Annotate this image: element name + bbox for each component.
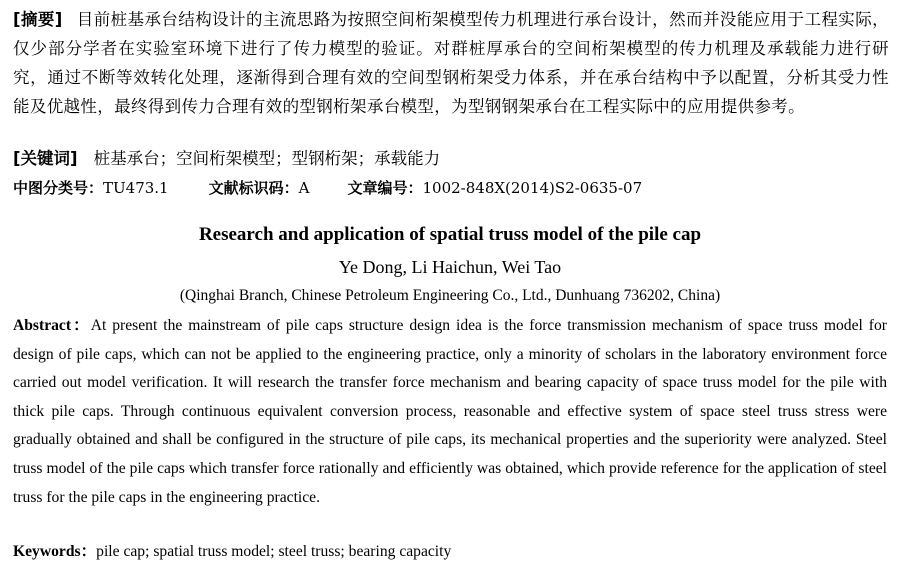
doc-code-value: A (298, 179, 310, 197)
en-keywords-label: Keywords： (13, 543, 97, 560)
en-title: Research and application of spatial truss model of the pile cap (198, 224, 702, 245)
cn-abstract-text: 目前桩基承台结构设计的主流思路为按照空间桁架模型传力机理进行承台设计，然而并没能应用于工程实际，仅少部分学者在实验室环境下进行了传力模型的验证。对群桩厚承台的空间桁架模型的传力机理及承载能力进行研究，通过不断等效转化处理，逐渐得到合理有效的空间型钢桁架受力体系，并在承台结构中予以配置，分析其受力性能及优越性，最终得到传力合理有效的型钢桁架承台模型，为型钢钢架承台在工程实际中的应用提供参考。 (13, 10, 889, 116)
en-abstract (13, 312, 887, 512)
doc-code-label: 文献标识码： (208, 179, 299, 197)
en-keywords-text: pile cap; spatial truss model; steel truss; bearing capacity (96, 543, 452, 560)
cn-abstract-tag: [摘要] (13, 10, 63, 29)
cn-keywords-text: 桩基承台；空间桁架模型；型钢桁架；承载能力 (93, 149, 441, 168)
cn-keywords (13, 146, 889, 172)
clc-value: TU473.1 (103, 179, 169, 197)
en-authors: Ye Dong, Li Haichun, Wei Tao (338, 257, 562, 277)
en-affiliation: (Qinghai Branch, Chinese Petroleum Engineering Co., Ltd., Dunhuang 736202, China) (179, 287, 721, 304)
cn-abstract (13, 5, 889, 121)
article-no-label: 文章编号： (347, 179, 423, 197)
cn-classification-line (13, 175, 889, 201)
clc-label: 中图分类号： (13, 179, 104, 197)
en-keywords (13, 539, 887, 565)
en-abstract-text: At present the mainstream of pile caps structure design idea is the force transmission mechanism of space truss model for design of pile caps, which can not be applied to the engineering practice, only a minority of scholars in the laboratory environment force carried out model verification. It will research the transfer force mechanism and bearing capacity of space truss model for the pile with thick pile caps. Through continuous equivalent conversion process, reasonable and effective system of space steel truss stress were gradually obtained and shall be configured in the structure of pile caps, its mechanical properties and the superiority were analyzed. Steel truss model of the pile caps which transfer force rationally and efficiently was obtained, which provide reference for the application of steel truss for the pile caps in the engineering practice. (13, 317, 887, 506)
en-abstract-label: Abstract： (13, 317, 91, 334)
article-no-value: 1002-848X(2014)S2-0635-07 (422, 179, 643, 197)
cn-keywords-tag: [关键词] (13, 149, 78, 168)
